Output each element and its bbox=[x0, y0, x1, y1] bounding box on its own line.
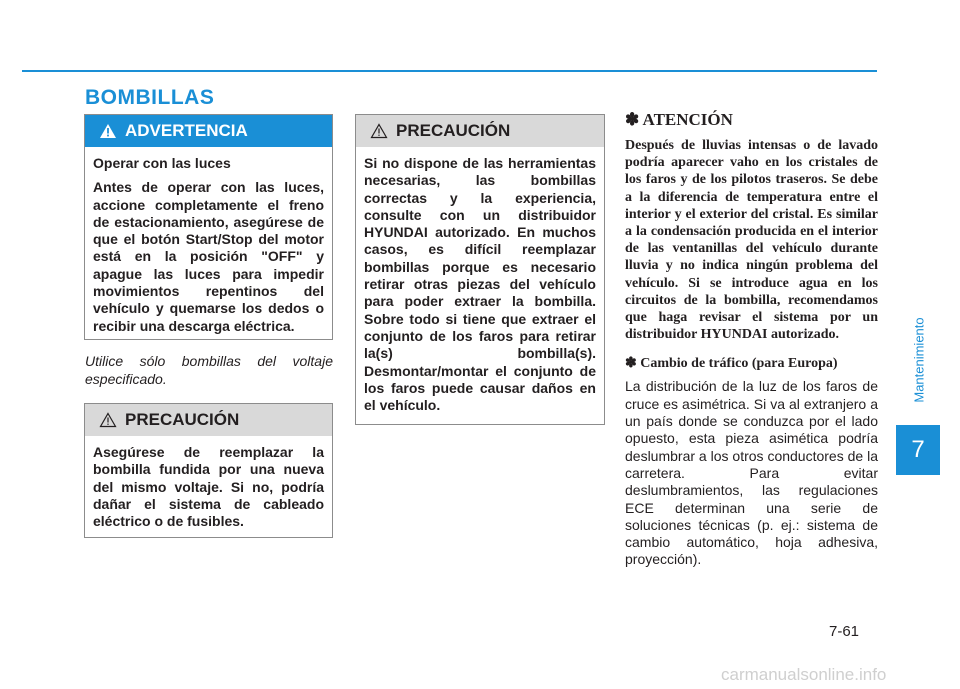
chapter-side-label bbox=[912, 300, 926, 420]
top-rule bbox=[22, 70, 877, 72]
caution-header-1 bbox=[85, 404, 332, 436]
caution-box-2 bbox=[355, 114, 605, 425]
caution-triangle-icon bbox=[370, 123, 388, 139]
warning-triangle-icon bbox=[99, 123, 117, 139]
traffic-change-title: ✽ Cambio de tráfico (para Europa) bbox=[625, 356, 838, 372]
caution-triangle-icon bbox=[99, 412, 117, 428]
caution-heading-2: PRECAUCIÓN bbox=[396, 121, 511, 140]
caution-text-1: Asegúrese de reemplazar la bombilla fundida por una nueva del mismo voltaje. Si no, podría dañar el sistema de cableado eléctrico o de fusibles. bbox=[93, 444, 324, 530]
traffic-change-text: La distribución de la luz de los faros de cruce es asimétrica. Si va al extranjero a un país donde se conduzca por el lado opuesto, esta pieza asimética podría deslumbrar a los otros conductores de la carretera. Para evitar deslumbramientos, las regulaciones ECE determinan una serie de soluciones técnicas (p. ej.: sistema de cambio automático, hoja adhesiva, proyección). bbox=[625, 378, 878, 568]
warning-header bbox=[85, 115, 332, 147]
page-number: 7-61 bbox=[829, 623, 860, 640]
caution-body-2 bbox=[356, 147, 604, 414]
watermark: carmanualsonline.info bbox=[721, 665, 887, 684]
caution-text-2: Si no dispone de las herramientas necesarias, las bombillas correctas y la experiencia, consulte con un distribuidor HYUNDAI autorizado. En muchos casos, es difícil reemplazar bombillas porque es necesario retirar otras piezas del vehículo para poder extraer la bombilla. Sobre todo si tiene que extraer el conjunto de los faros para retirar la(s) bombilla(s). Desmontar/montar el conjunto de los faros puede causar daños en el vehículo. bbox=[364, 155, 596, 414]
warning-box bbox=[84, 114, 333, 340]
warning-subheading: Operar con las luces bbox=[93, 155, 231, 171]
caution-body-1 bbox=[85, 436, 332, 530]
caution-box-1 bbox=[84, 403, 333, 538]
voltage-note: Utilice sólo bombillas del voltaje especificado. bbox=[85, 353, 333, 387]
section-title: BOMBILLAS bbox=[85, 86, 215, 109]
attention-section bbox=[625, 110, 878, 569]
caution-header-2 bbox=[356, 115, 604, 147]
warning-heading: ADVERTENCIA bbox=[125, 121, 248, 140]
attention-text: Después de lluvias intensas o de lavado podría aparecer vaho en los cristales de los faros y de los pilotos traseros. Se debe a la diferencia de temperatura entre el interior y el exterior del cristal. Es similar a la condensación producida en el interior de las ventanillas del vehículo durante lluvia y no indica ningún problema del vehículo. Si se introduce agua en los circuitos de la bombilla, recomendamos que haga revisar el sistema por un distribuidor HYUNDAI autorizado. bbox=[625, 138, 878, 343]
caution-heading-1: PRECAUCIÓN bbox=[125, 410, 240, 429]
attention-title: ✽ ATENCIÓN bbox=[625, 110, 733, 129]
warning-body bbox=[85, 147, 332, 335]
side-label-text: Mantenimiento bbox=[911, 317, 927, 403]
warning-text: Antes de operar con las luces, accione completamente el freno de estacionamiento, asegúrese de que el botón Start/Stop del motor está en la posición "OFF" y apague las luces para impedir movimientos repentinos del vehículo y quemarse los dedos o recibir una descarga eléctrica. bbox=[93, 179, 324, 334]
chapter-tab: 7 bbox=[896, 425, 940, 475]
